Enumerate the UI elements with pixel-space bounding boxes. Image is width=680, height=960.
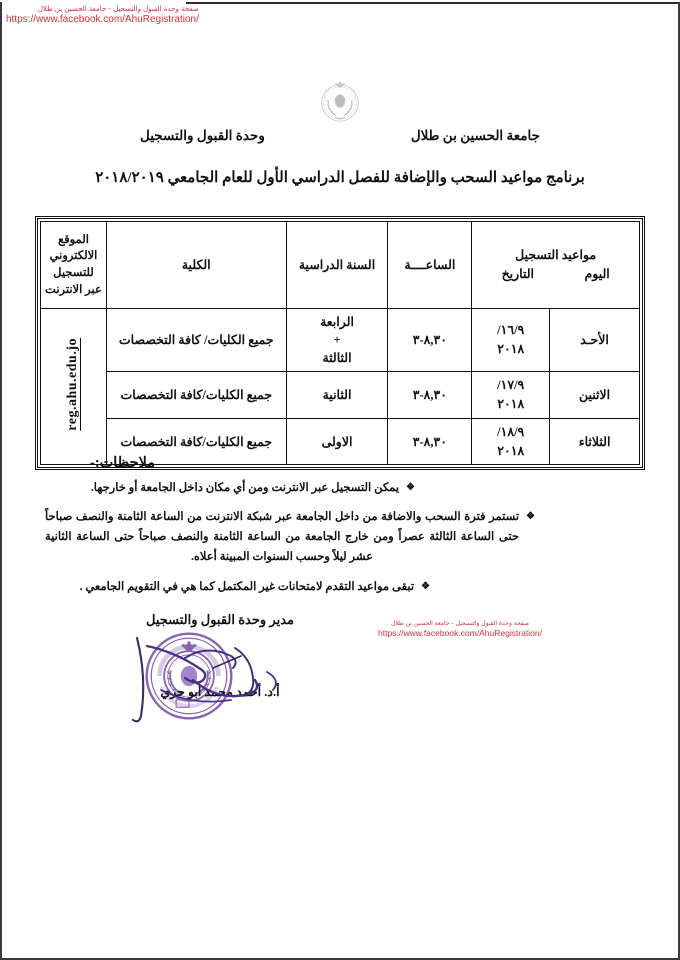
date-year: ٢٠١٨ [497,397,525,412]
signatory-title: مدير وحدة القبول والتسجيل [145,612,295,627]
university-name: جامعة الحسين بن طلال [410,128,540,143]
registration-dates-label: مواعيد التسجيل [515,247,597,262]
date-day-month: ١٧/٩/ [497,378,525,393]
facebook-watermark-bottom [378,620,542,638]
cell-time: ٨,٣٠-٣ [388,418,472,465]
column-header-study-year: السنة الدراسية [286,222,388,309]
notes-title: ملاحظات:- [90,455,156,471]
study-year-line-1: الرابعة [320,315,354,329]
study-year-line-3: الثالثة [322,351,352,366]
date-day-month: ١٨/٩/ [497,424,525,439]
study-year-line-2: + [333,333,341,348]
official-stamp [143,630,235,722]
signature-block [95,612,345,700]
note-item [35,478,630,498]
column-header-registration-dates [472,222,640,309]
cell-time: ٨,٣٠-٣ [388,309,472,372]
cell-registration-website [41,309,107,465]
cell-day: الثلاثاء [550,418,640,465]
schedule-table-container [35,216,645,470]
note-item [35,577,630,597]
cell-study-year: الاولى [286,418,388,465]
watermark-url[interactable]: https://www.facebook.com/AhuRegistration/ [6,13,199,25]
date-year: ٢٠١٨ [497,342,525,357]
date-year: ٢٠١٨ [497,443,525,458]
bullet-icon: ❖ [406,482,415,493]
watermark-arabic-text: صفحة وحدة القبول والتسجيل - جامعة الحسين بن طلال [37,5,199,13]
table-row [41,372,640,419]
registration-unit-name: وحدة القبول والتسجيل [140,128,265,143]
cell-college: جميع الكليات/ كافة التخصصات [106,309,286,372]
schedule-table [40,221,640,465]
page-border-top [186,2,678,4]
notes-section [35,455,630,606]
table-row [41,309,640,372]
registration-url[interactable]: reg.ahu.edu.jo [65,338,81,432]
page-title: برنامج مواعيد السحب والإضافة للفصل الدراسي الأول للعام الجامعي ٢٠١٨/٢٠١٩ [95,170,585,186]
column-header-college: الكلية [106,222,286,309]
cell-day: الأحـد [550,309,640,372]
note-text: يمكن التسجيل عبر الانترنت ومن أي مكان داخل الجامعة أو خارجها. [90,482,400,494]
day-label: اليوم [584,267,610,281]
note-item [35,507,630,567]
watermark-url[interactable]: https://www.facebook.com/AhuRegistration/ [378,627,542,638]
facebook-watermark-top [6,5,199,26]
column-header-website: الموقع الالكتروني للتسجيل عبر الانترنت [41,222,107,309]
cell-study-year: الثانية [286,372,388,419]
bullet-icon: ❖ [526,511,535,523]
signatory-name: أ.د. أحمد محمد ابو جري [160,685,280,699]
column-header-time: الساعــــة [388,222,472,309]
cell-date [472,309,550,372]
note-text: تبقى مواعيد التقدم لامتحانات غير المكتمل كما هي في التقويم الجامعي . [79,580,415,593]
cell-college: جميع الكليات/كافة التخصصات [106,372,286,419]
cell-day: الاثنين [550,372,640,419]
cell-time: ٨,٣٠-٣ [388,372,472,419]
table-header-row [41,222,640,309]
page-border-left [0,2,2,958]
bullet-icon: ❖ [421,580,430,592]
cell-date [472,372,550,419]
date-label: التاريخ [501,267,535,281]
document-header-row [0,128,680,144]
watermark-arabic-text: صفحة وحدة القبول والتسجيل - جامعة الحسين بن طلال [390,620,529,627]
university-seal-logo [316,78,364,126]
cell-college: جميع الكليات/كافة التخصصات [106,418,286,465]
cell-study-year [286,309,388,372]
date-day-month: ١٦/٩/ [497,323,525,338]
note-text: تستمر فترة السحب والاضافة من داخل الجامعة عبر شبكة الانترنت من الساعة الثامنة والنصف صباحاً حتى الساعة الثالثة عصراً ومن خارج الجامعة من الساعة الثامنة والنصف صباحاً حتى الساعة الثانية عشر ليلاً وحسب السنوات المبينة أعلاه. [45,511,520,564]
